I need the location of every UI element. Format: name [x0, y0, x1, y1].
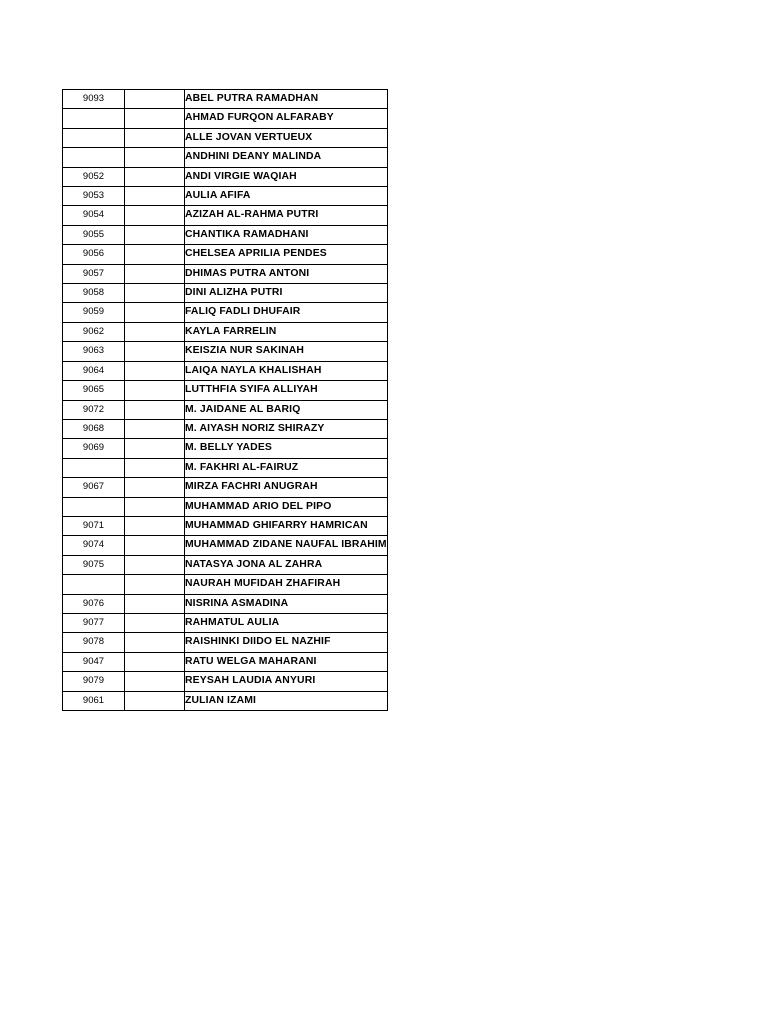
student-id-cell[interactable]: 9078 — [63, 633, 125, 652]
student-name-cell[interactable] — [185, 419, 388, 438]
empty-cell[interactable] — [125, 439, 185, 458]
student-name: LAIQA NAYLA KHALISHAH — [185, 364, 322, 376]
table-row — [63, 90, 388, 109]
student-id-cell[interactable] — [63, 148, 125, 167]
student-id-cell[interactable]: 9072 — [63, 400, 125, 419]
student-id-cell[interactable]: 9079 — [63, 672, 125, 691]
empty-cell[interactable] — [125, 90, 185, 109]
empty-cell[interactable] — [125, 536, 185, 555]
empty-cell[interactable] — [125, 245, 185, 264]
empty-cell[interactable] — [125, 458, 185, 477]
empty-cell[interactable] — [125, 497, 185, 516]
student-name-cell[interactable] — [185, 594, 388, 613]
student-name-cell[interactable] — [185, 322, 388, 341]
student-name-cell[interactable] — [185, 497, 388, 516]
empty-cell[interactable] — [125, 575, 185, 594]
table-row — [63, 342, 388, 361]
table-row — [63, 516, 388, 535]
student-name: KEISZIA NUR SAKINAH — [185, 345, 305, 357]
roster-body — [63, 90, 388, 711]
table-row — [63, 206, 388, 225]
student-name-cell[interactable] — [185, 187, 388, 206]
student-name: REYSAH LAUDIA ANYURI — [185, 675, 316, 687]
student-id-cell[interactable]: 9053 — [63, 187, 125, 206]
empty-cell[interactable] — [125, 691, 185, 710]
student-name: DHIMAS PUTRA ANTONI — [185, 267, 310, 279]
student-id-cell[interactable]: 9054 — [63, 206, 125, 225]
student-name: AZIZAH AL-RAHMA PUTRI — [185, 209, 319, 221]
student-name-cell[interactable] — [185, 342, 388, 361]
empty-cell[interactable] — [125, 109, 185, 128]
student-id-cell[interactable]: 9075 — [63, 555, 125, 574]
student-name: MUHAMMAD GHIFARRY HAMRICAN — [185, 519, 368, 531]
student-name-cell[interactable] — [185, 167, 388, 186]
empty-cell[interactable] — [125, 381, 185, 400]
empty-cell[interactable] — [125, 167, 185, 186]
student-id-cell[interactable]: 9058 — [63, 284, 125, 303]
student-id-cell[interactable]: 9052 — [63, 167, 125, 186]
student-name: FALIQ FADLI DHUFAIR — [185, 306, 301, 318]
student-name-cell[interactable] — [185, 245, 388, 264]
student-name-cell[interactable] — [185, 478, 388, 497]
student-id-cell[interactable]: 9067 — [63, 478, 125, 497]
student-name: ANDHINI DEANY MALINDA — [185, 151, 322, 163]
student-name: NISRINA ASMADINA — [185, 597, 289, 609]
empty-cell[interactable] — [125, 652, 185, 671]
student-name: ALLE JOVAN VERTUEUX — [185, 131, 313, 143]
table-row — [63, 148, 388, 167]
empty-cell[interactable] — [125, 206, 185, 225]
student-name-cell[interactable] — [185, 361, 388, 380]
student-name: NAURAH MUFIDAH ZHAFIRAH — [185, 578, 341, 590]
empty-cell[interactable] — [125, 478, 185, 497]
student-name: CHANTIKA RAMADHANI — [185, 228, 309, 240]
student-name-cell[interactable] — [185, 633, 388, 652]
table-row — [63, 575, 388, 594]
table-row — [63, 613, 388, 632]
student-name: RAISHINKI DIIDO EL NAZHIF — [185, 636, 331, 648]
student-id-cell[interactable] — [63, 575, 125, 594]
student-name-cell[interactable] — [185, 381, 388, 400]
student-id-cell[interactable]: 9061 — [63, 691, 125, 710]
table-row — [63, 400, 388, 419]
empty-cell[interactable] — [125, 322, 185, 341]
student-id-cell[interactable]: 9065 — [63, 381, 125, 400]
student-name: KAYLA FARRELIN — [185, 325, 277, 337]
student-name-cell[interactable] — [185, 148, 388, 167]
table-row — [63, 555, 388, 574]
student-name: LUTTHFIA SYIFA ALLIYAH — [185, 384, 318, 396]
student-id-cell[interactable]: 9093 — [63, 90, 125, 109]
student-id-cell[interactable]: 9071 — [63, 516, 125, 535]
empty-cell[interactable] — [125, 419, 185, 438]
table-row — [63, 361, 388, 380]
table-row — [63, 128, 388, 147]
student-name-cell[interactable] — [185, 555, 388, 574]
student-name-cell[interactable] — [185, 458, 388, 477]
table-row — [63, 381, 388, 400]
student-name: ABEL PUTRA RAMADHAN — [185, 93, 319, 104]
empty-cell[interactable] — [125, 516, 185, 535]
student-name-cell[interactable] — [185, 90, 388, 109]
student-name-cell[interactable] — [185, 613, 388, 632]
student-id-cell[interactable]: 9056 — [63, 245, 125, 264]
student-name: ZULIAN IZAMI — [185, 694, 257, 706]
student-name: DINI ALIZHA PUTRI — [185, 287, 283, 299]
empty-cell[interactable] — [125, 303, 185, 322]
student-name: M. JAIDANE AL BARIQ — [185, 403, 301, 415]
table-row — [63, 284, 388, 303]
table-row — [63, 419, 388, 438]
student-name-cell[interactable] — [185, 691, 388, 710]
student-id-cell[interactable]: 9047 — [63, 652, 125, 671]
student-id-cell[interactable] — [63, 497, 125, 516]
table-row — [63, 303, 388, 322]
student-name: MUHAMMAD ARIO DEL PIPO — [185, 500, 332, 512]
student-id-cell[interactable]: 9076 — [63, 594, 125, 613]
student-id-cell[interactable]: 9069 — [63, 439, 125, 458]
student-name-cell[interactable] — [185, 652, 388, 671]
spreadsheet-page — [62, 89, 582, 711]
table-row — [63, 109, 388, 128]
empty-cell[interactable] — [125, 187, 185, 206]
table-row — [63, 691, 388, 710]
table-row — [63, 187, 388, 206]
student-name-cell[interactable] — [185, 284, 388, 303]
student-id-cell[interactable]: 9074 — [63, 536, 125, 555]
student-name-cell[interactable] — [185, 303, 388, 322]
student-id-cell[interactable]: 9068 — [63, 419, 125, 438]
empty-cell[interactable] — [125, 342, 185, 361]
table-row — [63, 322, 388, 341]
student-id-cell[interactable]: 9059 — [63, 303, 125, 322]
student-name: M. AIYASH NORIZ SHIRAZY — [185, 422, 325, 434]
student-name-cell[interactable] — [185, 128, 388, 147]
student-name: NATASYA JONA AL ZAHRA — [185, 558, 323, 570]
empty-cell[interactable] — [125, 633, 185, 652]
empty-cell[interactable] — [125, 555, 185, 574]
student-name: M. FAKHRI AL-FAIRUZ — [185, 461, 299, 473]
student-name-cell[interactable] — [185, 109, 388, 128]
student-roster-table — [62, 89, 388, 711]
student-name-cell[interactable] — [185, 439, 388, 458]
student-name-cell[interactable] — [185, 264, 388, 283]
table-row — [63, 458, 388, 477]
student-name: AHMAD FURQON ALFARABY — [185, 112, 334, 124]
table-row — [63, 439, 388, 458]
student-name-cell[interactable] — [185, 225, 388, 244]
student-id-cell[interactable] — [63, 458, 125, 477]
empty-cell[interactable] — [125, 264, 185, 283]
empty-cell[interactable] — [125, 361, 185, 380]
student-name-cell[interactable] — [185, 516, 388, 535]
student-name: M. BELLY YADES — [185, 442, 272, 454]
student-id-cell[interactable]: 9055 — [63, 225, 125, 244]
empty-cell[interactable] — [125, 672, 185, 691]
student-id-cell[interactable]: 9057 — [63, 264, 125, 283]
table-row — [63, 245, 388, 264]
table-row — [63, 633, 388, 652]
student-name-cell[interactable] — [185, 672, 388, 691]
empty-cell[interactable] — [125, 148, 185, 167]
table-row — [63, 497, 388, 516]
student-name: RATU WELGA MAHARANI — [185, 655, 317, 667]
empty-cell[interactable] — [125, 284, 185, 303]
empty-cell[interactable] — [125, 400, 185, 419]
table-row — [63, 225, 388, 244]
student-id-cell[interactable]: 9062 — [63, 322, 125, 341]
table-row — [63, 652, 388, 671]
student-name: MUHAMMAD ZIDANE NAUFAL IBRAHIM — [185, 539, 387, 551]
student-id-cell[interactable]: 9077 — [63, 613, 125, 632]
student-name-cell[interactable] — [185, 206, 388, 225]
table-row — [63, 536, 388, 555]
student-name: AULIA AFIFA — [185, 190, 251, 202]
table-row — [63, 478, 388, 497]
student-name-cell[interactable] — [185, 400, 388, 419]
empty-cell[interactable] — [125, 128, 185, 147]
table-row — [63, 594, 388, 613]
student-id-cell[interactable]: 9064 — [63, 361, 125, 380]
student-name-cell[interactable] — [185, 536, 388, 555]
empty-cell[interactable] — [125, 613, 185, 632]
student-id-cell[interactable]: 9063 — [63, 342, 125, 361]
table-row — [63, 672, 388, 691]
table-row — [63, 264, 388, 283]
table-row — [63, 167, 388, 186]
student-name-cell[interactable] — [185, 575, 388, 594]
empty-cell[interactable] — [125, 225, 185, 244]
student-name: ANDI VIRGIE WAQIAH — [185, 170, 297, 182]
student-id-cell[interactable] — [63, 128, 125, 147]
student-name: RAHMATUL AULIA — [185, 616, 280, 628]
student-id-cell[interactable] — [63, 109, 125, 128]
student-name: CHELSEA APRILIA PENDES — [185, 248, 327, 260]
student-name: MIRZA FACHRI ANUGRAH — [185, 481, 318, 493]
empty-cell[interactable] — [125, 594, 185, 613]
